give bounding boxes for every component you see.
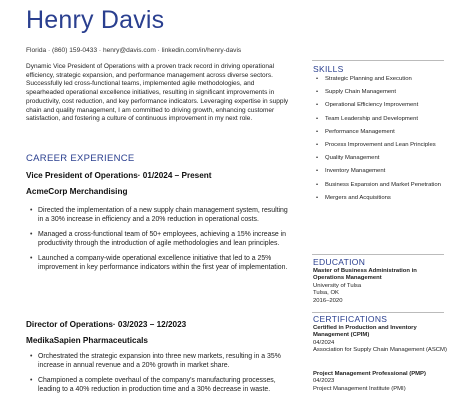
certification-issuer: Project Management Institute (PMI) xyxy=(313,385,406,392)
degree-name: Master of Business Administration in Operations Management xyxy=(313,268,417,282)
certification-date: 04/2023 xyxy=(313,378,335,385)
company-name: AcmeCorp Merchandising xyxy=(26,187,128,196)
education-heading: EDUCATION xyxy=(313,257,366,267)
experience-heading: CAREER EXPERIENCE xyxy=(26,153,135,164)
job-title: Director of Operations· 03/2023 – 12/2023 xyxy=(26,320,187,329)
sidebar-divider xyxy=(312,312,444,313)
sidebar-divider xyxy=(312,254,444,255)
certification-entry xyxy=(313,371,448,393)
list-item: • Managed a cross-functional team of 50+ employees, achieving a 15% increase in productivity through the introduction of agile methodologies and lean principles. xyxy=(26,230,294,248)
skill-item: • Mergers and Acquisitions xyxy=(313,194,445,202)
list-item: • Launched a company-wide operational excellence initiative that led to a 25% improvement in key performance indicators within the first year of implementation. xyxy=(26,254,294,272)
skill-item: • Supply Chain Management xyxy=(313,88,445,96)
certification-name: Project Management Professional (PMP) xyxy=(313,371,426,377)
sidebar-divider xyxy=(312,60,444,61)
skill-item: • Operational Efficiency Improvement xyxy=(313,101,445,109)
summary-paragraph: Dynamic Vice President of Operations with a proven track record in driving operational efficiency, strategic expansion, and performance management across diverse sectors. Successfully led cross-functional teams, implemented agile methodologies, and spearheaded operational excellence initiatives, resulting in significant improvements in productivity, cost reduction, and key performance indicators. Leveraging expertise in supply chain and quality management, I am committed to driving growth, enhancing customer satisfaction, and fostering a culture of continuous improvement in my next role. xyxy=(26,63,289,123)
list-item: • Championed a complete overhaul of the company's manufacturing processes, leading to a 40% reduction in production time and a 30% decrease in waste. xyxy=(26,376,294,394)
skill-item: • Business Expansion and Market Penetration xyxy=(313,181,445,189)
list-item: • Directed the implementation of a new supply chain management system, resulting in a 30% increase in efficiency and a 20% reduction in operational costs. xyxy=(26,206,294,224)
certification-issuer: Association for Supply Chain Management (ASCM) xyxy=(313,347,447,354)
school-name: University of Tulsa xyxy=(313,282,362,289)
skill-item: • Inventory Management xyxy=(313,167,445,175)
contact-info: Florida · (860) 159-0433 · henry@davis.com · linkedin.com/in/henry-davis xyxy=(26,47,242,54)
job-bullets xyxy=(26,352,294,400)
skill-item: • Performance Management xyxy=(313,128,445,136)
education-years: 2016–2020 xyxy=(313,297,343,304)
certification-date: 04/2024 xyxy=(313,339,335,346)
skills-heading: SKILLS xyxy=(313,64,344,74)
certifications-heading: CERTIFICATIONS xyxy=(313,314,388,324)
job-bullets xyxy=(26,206,294,279)
skill-item: • Process Improvement and Lean Principles xyxy=(313,141,445,149)
candidate-name: Henry Davis xyxy=(26,6,165,34)
certification-name: Certified in Production and Inventory Management (CPIM) xyxy=(313,325,417,339)
skill-item: • Strategic Planning and Execution xyxy=(313,75,445,83)
skills-list xyxy=(313,75,445,207)
certification-entry xyxy=(313,325,448,355)
education-entry xyxy=(313,268,448,305)
skill-item: • Team Leadership and Development xyxy=(313,115,445,123)
school-location: Tulsa, OK xyxy=(313,290,339,297)
skill-item: • Quality Management xyxy=(313,154,445,162)
job-title: Vice President of Operations· 01/2024 – Present xyxy=(26,171,212,180)
list-item: • Orchestrated the strategic expansion into three new markets, resulting in a 35% increase in annual revenue and a 20% growth in market share. xyxy=(26,352,294,370)
company-name: MedikaSapien Pharmaceuticals xyxy=(26,336,148,345)
